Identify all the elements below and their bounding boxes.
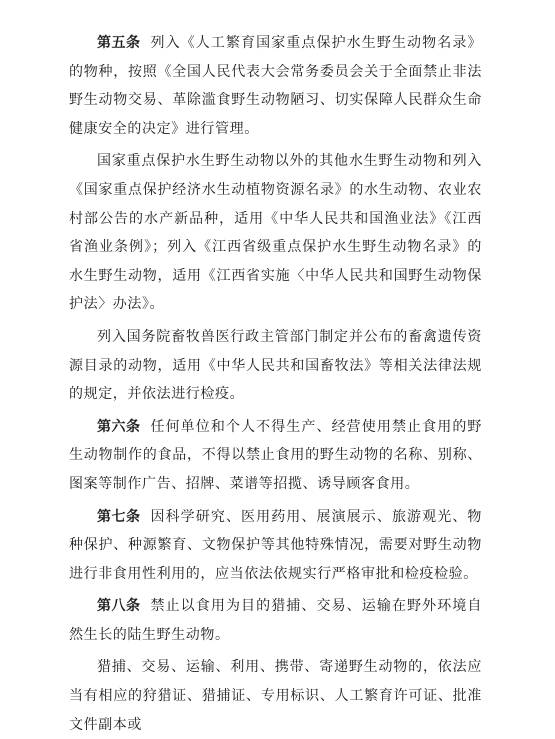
article-label: 第五条 xyxy=(97,35,141,51)
document-body xyxy=(69,29,482,739)
paragraph xyxy=(69,147,482,319)
paragraph-text: 禁止以食用为目的猎捕、交易、运输在野外环境自然生长的陆生野生动物。 xyxy=(69,598,483,643)
paragraph xyxy=(69,323,482,409)
paragraph-article-5 xyxy=(69,29,482,143)
article-label: 第六条 xyxy=(97,418,141,435)
paragraph-article-7 xyxy=(69,503,482,589)
paragraph-text: 国家重点保护水生野生动物以外的其他水生野生动物和列入《国家重点保护经济水生动植物资源名录》的水生动物、农业农村部公告的水产新品种，适用《中华人民共和国渔业法》《江西省渔业条例》；列入《江西省级重点保护水生野生动物名录》的水生野生动物，适用《江西省实施〈中华人民共和国野生动物保护法〉办法》。 xyxy=(69,153,482,313)
article-label: 第八条 xyxy=(97,598,141,615)
paragraph-text: 列入国务院畜牧兽医行政主管部门制定并公布的畜禽遗传资源目录的动物，适用《中华人民共和国畜牧法》等相关法律法规的规定，并依法进行检疫。 xyxy=(69,328,482,403)
paragraph-article-6 xyxy=(69,413,482,499)
paragraph-text: 因科学研究、医用药用、展演展示、旅游观光、物种保护、种源繁育、文物保护等其他特殊情况，需要对野生动物进行非食用性利用的，应当依法依规实行严格审批和检疫检验。 xyxy=(69,508,483,582)
paragraph-article-8 xyxy=(69,592,482,649)
article-label: 第七条 xyxy=(97,508,141,525)
paragraph-text: 任何单位和个人不得生产、经营使用禁止食用的野生动物制作的食品，不得以禁止食用的野生动物的名称、别称、图案等制作广告、招牌、菜谱等招揽、诱导顾客食用。 xyxy=(69,418,483,492)
paragraph-text: 列入《人工繁育国家重点保护水生野生动物名录》的物种，按照《全国人民代表大会常务委员会关于全面禁止非法野生动物交易、革除滥食野生动物陋习、切实保障人民群众生命健康安全的决定》进行管理。 xyxy=(69,35,483,137)
paragraph xyxy=(69,653,482,739)
paragraph-text: 猎捕、交易、运输、利用、携带、寄递野生动物的，依法应当有相应的狩猎证、猎捕证、专用标识、人工繁育许可证、批准文件副本或 xyxy=(69,659,482,733)
